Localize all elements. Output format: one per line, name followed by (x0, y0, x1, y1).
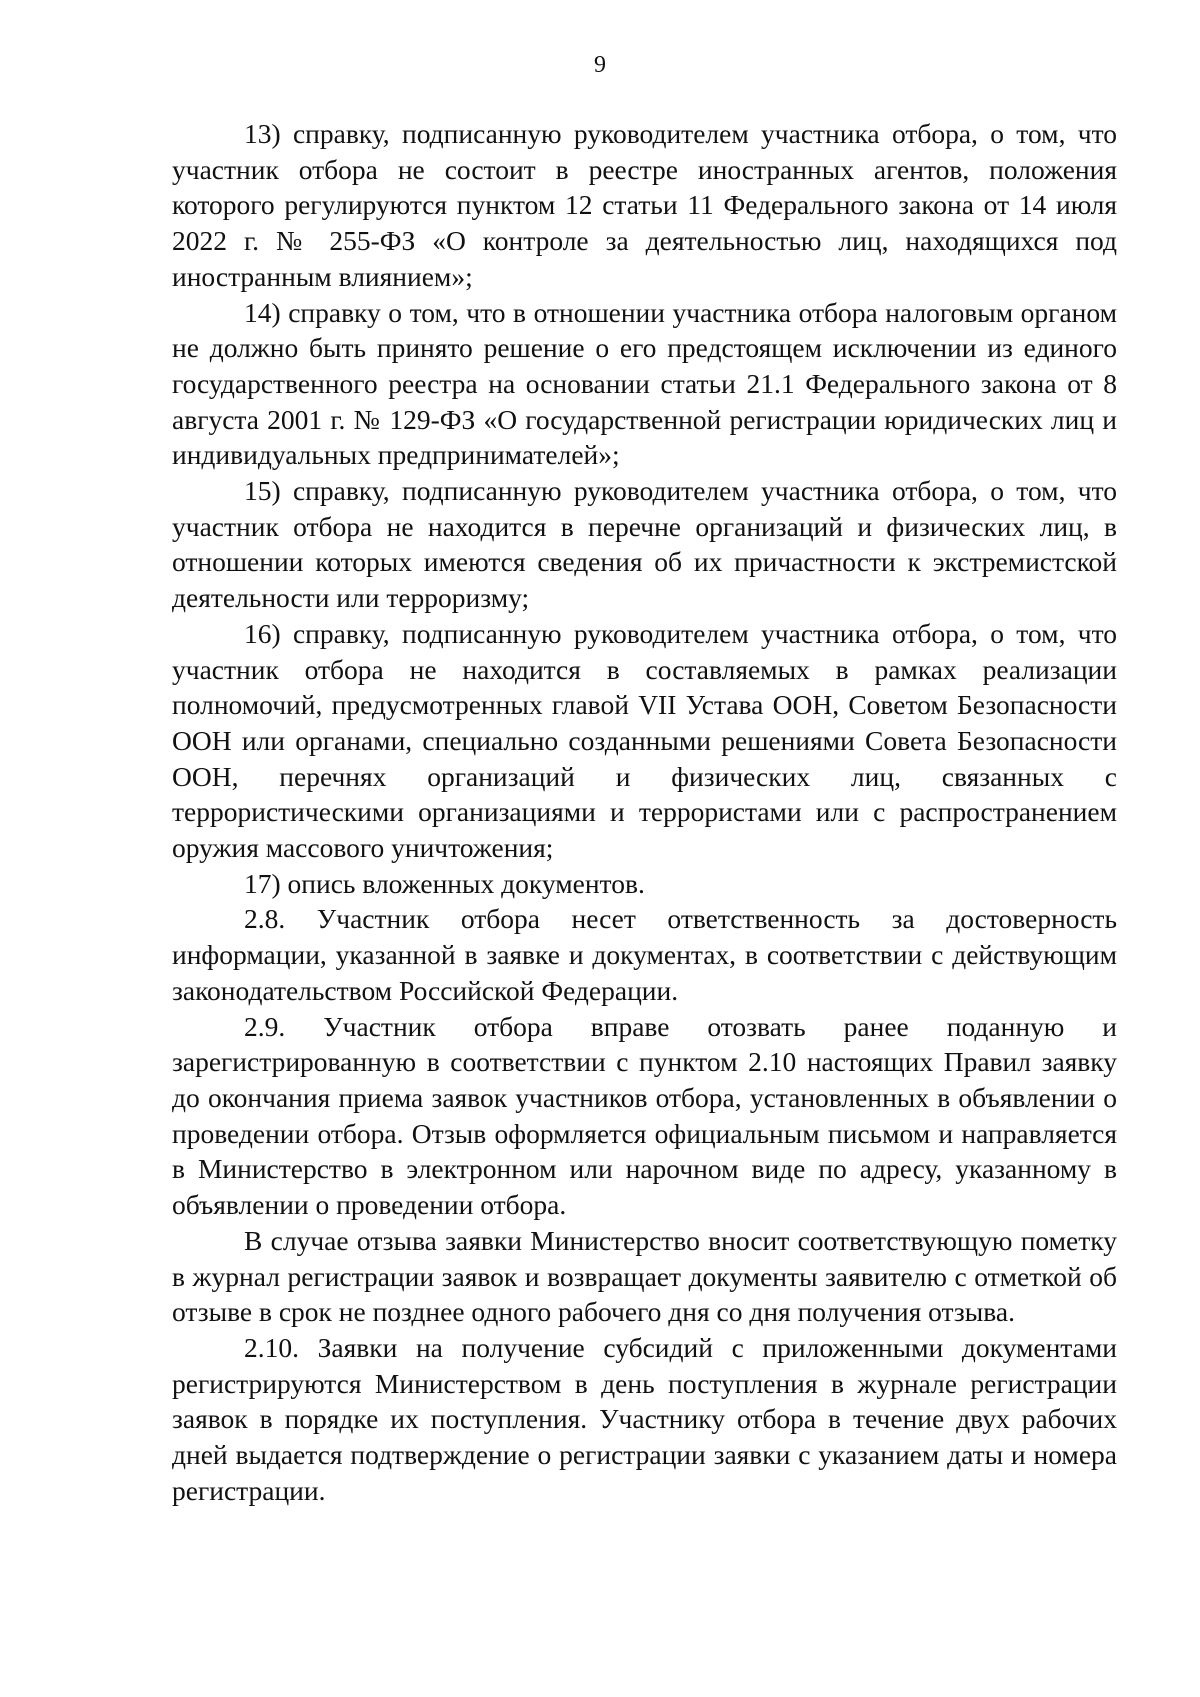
paragraph-withdrawal: В случае отзыва заявки Министерство вносит соответствующую пометку в журнал регистрации заявок и возвращает документы заявителю с отметкой об отзыве в срок не позднее одного рабочего дня со дня получения отзыва. (172, 1224, 1117, 1328)
paragraph-item-15: 15) справку, подписанную руководителем участника отбора, о том, что участник отбора не находится в перечне организаций и физических лиц, в отношении которых имеются сведения об их причастности к экстремистской деятельности или терроризму; (172, 475, 1117, 614)
paragraph-item-16: 16) справку, подписанную руководителем участника отбора, о том, что участник отбора не находится в составляемых в рамках реализации полномочий, предусмотренных главой VII Устава ООН, Советом Безопасности ООН или органами, специально созданными решениями Совета Безопасности ООН, перечнях организаций и физических лиц, связанных с террористическими организациями и террористами или с распространением оружия массового уничтожения; (172, 617, 1117, 864)
paragraph-item-14: 14) справку о том, что в отношении участника отбора налоговым органом не должно быть принято решение о его предстоящем исключении из единого государственного реестра на основании статьи 21.1 Федерального закона от 8 августа 2001 г. № 129-ФЗ «О государственной регистрации юридических лиц и индивидуальных предпринимателей»; (172, 296, 1117, 471)
page-number: 9 (594, 52, 606, 78)
paragraph-item-17: 17) опись вложенных документов. (244, 867, 645, 899)
paragraph-clause-2-8: 2.8. Участник отбора несет ответственность за достоверность информации, указанной в заявке и документах, в соответствии с действующим законодательством Российской Федерации. (172, 903, 1117, 1006)
paragraph-item-13: 13) справку, подписанную руководителем участника отбора, о том, что участник отбора не состоит в реестре иностранных агентов, положения которого регулируются пунктом 12 статьи 11 Федерального закона от 14 июля 2022 г. № 255-ФЗ «О контроле за деятельностью лиц, находящихся под иностранным влиянием»; (172, 118, 1117, 292)
document-body (172, 116, 1117, 1508)
paragraph-clause-2-9: 2.9. Участник отбора вправе отозвать ранее поданную и зарегистрированную в соответствии с пунктом 2.10 настоящих Правил заявку до окончания приема заявок участников отбора, установленных в объявлении о проведении отбора. Отзыв оформляется официальным письмом и направляется в Министерство в электронном или нарочном виде по адресу, указанному в объявлении о проведении отбора. (172, 1010, 1117, 1221)
paragraph-clause-2-10: 2.10. Заявки на получение субсидий с приложенными документами регистрируются Министерством в день поступления в журнале регистрации заявок в порядке их поступления. Участнику отбора в течение двух рабочих дней выдается подтверждение о регистрации заявки с указанием даты и номера регистрации. (172, 1331, 1117, 1506)
